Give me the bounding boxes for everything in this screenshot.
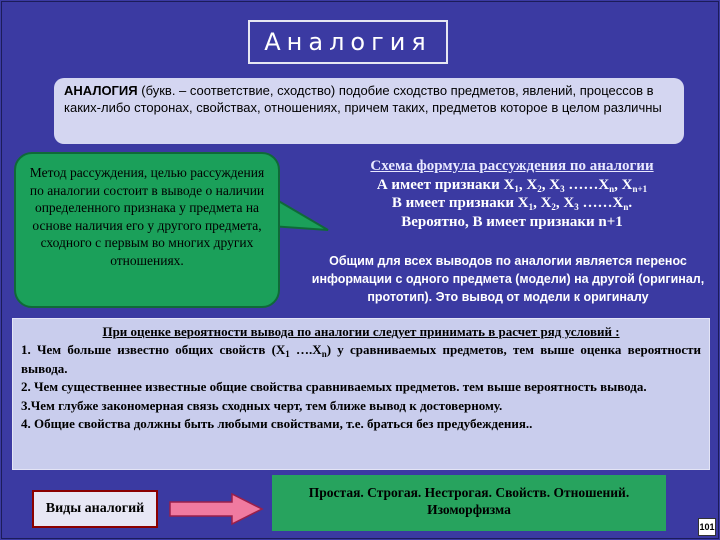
page-number: 101	[698, 518, 716, 536]
schema-line-b: В имеет признаки $Х_1$, $Х_2$, $Х_3$ $\dots\dots Х_n$.	[391, 195, 633, 212]
definition-text: (букв. – соответствие, сходство) подобие сходство предметов, явлений, процессов в каких-либо сторонах, свойствах, отношениях, причем таких, предметов которое в целом различны	[64, 83, 662, 115]
general-note: Общим для всех выводов по аналогии является перенос информации с одного предмета (модели) на другой (оригинал, прототип). Это вывод от модели к оригиналу	[311, 254, 705, 304]
condition-item-1: 1. Чем больше известно общих свойств ($Х_1$ $\dots.Х_n$) у сравниваемых предметов, тем выше оценка вероятности вывода.	[21, 342, 701, 376]
definition-term: АНАЛОГИЯ	[64, 83, 138, 98]
schema-block	[322, 157, 702, 231]
conditions-heading: При оценке вероятности вывода по аналогии следует принимать в расчет ряд условий :	[102, 324, 620, 339]
condition-item-2: 2. Чем существеннее известные общие свойства сравниваемых предметов. тем выше вероятность вывода.	[21, 379, 647, 395]
schema-line-conclusion: Вероятно, В имеет признаки n+1	[401, 213, 623, 230]
condition-item-3: 3.Чем глубже закономерная связь сходных черт, тем ближе вывод к достоверному.	[21, 397, 503, 413]
method-box: Метод рассуждения, целью рассуждения по аналогии состоит в выводе о наличии определенного признака у предмета на основе наличия его у другого предмета, сходного с первым во многих других отношениях.	[14, 152, 280, 308]
schema-line-a: А имеет признаки $Х_1$, $Х_2$, $Х_3$ $\dots\dots Х_n$, $Х_{n+1}$	[376, 176, 648, 194]
types-list: Простая. Строгая. Нестрогая. Свойств. Отношений. Изоморфизма	[272, 475, 666, 531]
condition-item-4: 4. Общие свойства должны быть любыми свойствами, т.е. браться без предубеждения..	[21, 416, 533, 432]
definition-box	[54, 78, 684, 144]
schema-title: Схема формула рассуждения по аналогии	[370, 158, 654, 174]
slide-title: Аналогия	[248, 20, 448, 64]
conditions-box	[12, 318, 710, 470]
types-label: Виды аналогий	[32, 490, 158, 528]
